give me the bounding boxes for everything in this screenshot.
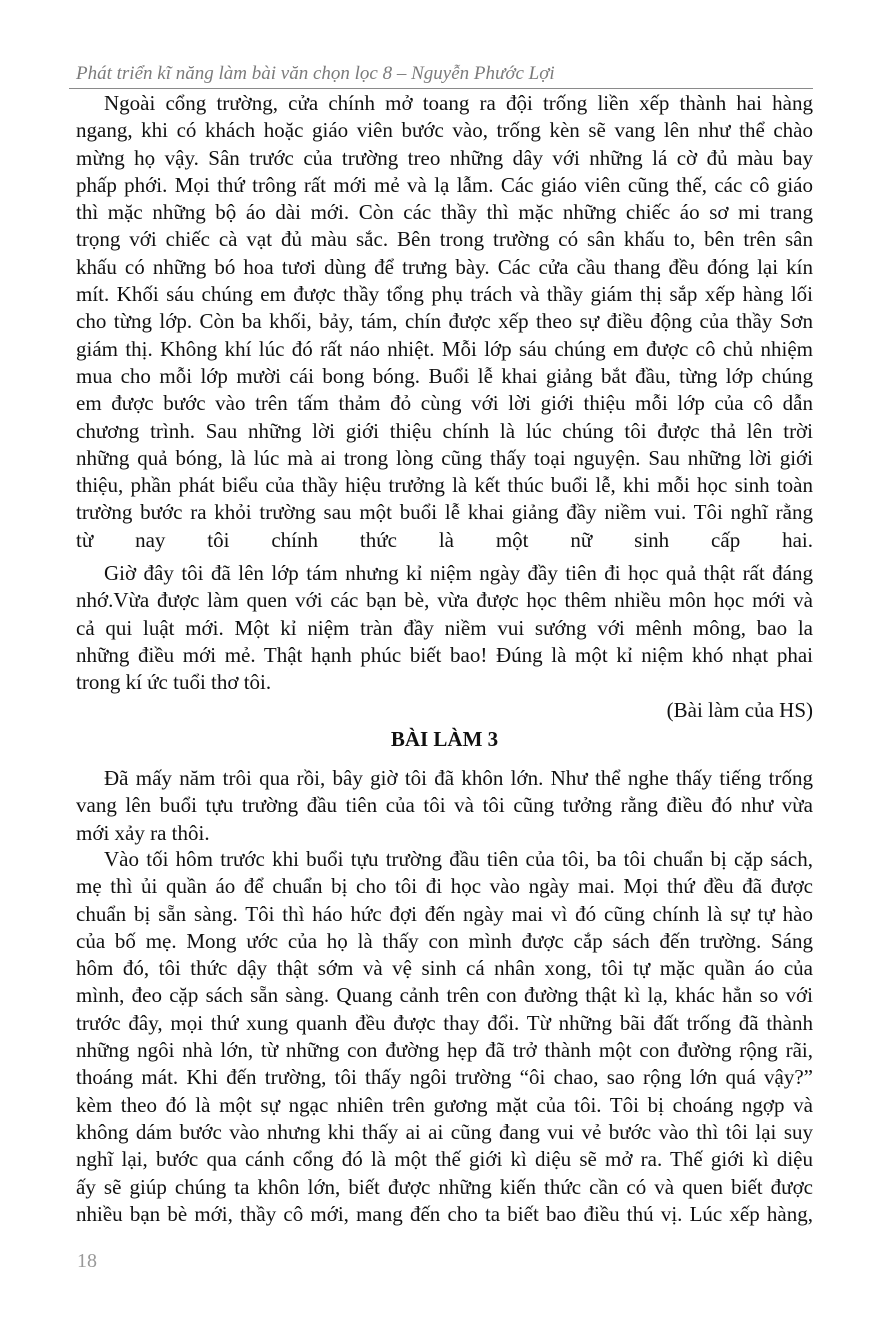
text-line: nhớ.Vừa được làm quen với các bạn bè, vừa được học thêm nhiều môn học mới và (76, 588, 813, 613)
text-line: phấp phới. Mọi thứ trông rất mới mẻ và lạ lẫm. Các giáo viên cũng thế, các cô giáo (76, 172, 813, 197)
text-line: nghĩ lại, bước qua cánh cổng đó là một thế giới kì diệu sẽ mở ra. Thế giới kì diệu (76, 1147, 813, 1172)
text-line: của bố mẹ. Mong ước của họ là thấy con mình được cắp sách đến trường. Sáng (76, 928, 813, 953)
text-line: cả qui luật mới. Một kỉ niệm tràn đầy niềm vui sướng với mênh mông, bao la (76, 615, 813, 640)
text-line: mình, đeo cặp sách sẵn sàng. Quang cảnh trên con đường thật kì lạ, khác hẳn so với (76, 983, 813, 1008)
text-line: thiệu, phần phát biểu của thầy hiệu trưởng là kết thúc buổi lễ, khi mỗi học sinh toàn (76, 473, 813, 498)
text-line: Đã mấy năm trôi qua rồi, bây giờ tôi đã khôn lớn. Như thể nghe thấy tiếng trống (104, 766, 813, 790)
text-line: Ngoài cổng trường, cửa chính mở toang ra đội trống liền xếp thành hai hàng (104, 91, 813, 115)
text-line: mừng họ vậy. Sân trước của trường treo những dây với những lá cờ đủ màu bay (76, 145, 813, 170)
text-line: trường bước ra khỏi trường sau một buổi lễ khai giảng đầy niềm vui. Tôi nghĩ rằng (76, 500, 813, 525)
text-line: em được bước vào trên tấm thảm đỏ cùng với lời giới thiệu mỗi lớp của cô dẫn (76, 391, 813, 416)
text-line: trong kí ức tuổi thơ tôi. (76, 670, 272, 695)
text-line: chuẩn bị sẵn sàng. Tôi thì háo hức đợi đến ngày mai vì đó cũng chính là sự tự hào (76, 901, 813, 926)
text-line: ngang, khi có khách hoặc giáo viên bước vào, trống kèn sẽ vang lên như thể chào (76, 118, 813, 143)
text-line: chương trình. Sau những lời giới thiệu chính là lúc chúng tôi được thả lên trời (76, 418, 813, 443)
text-line: hôm đó, tôi thức dậy thật sớm và vệ sinh cá nhân xong, tôi tự mặc quần áo của (76, 956, 813, 981)
page-number: 18 (77, 1250, 97, 1272)
section-heading: BÀI LÀM 3 (390, 727, 499, 751)
text-line: ấy sẽ giúp chúng ta khôn lớn, biết được những kiến thức cần có và quen biết được (76, 1174, 813, 1199)
text-line: vang lên buổi tựu trường đầu tiên của tôi và tôi cũng tưởng rằng điều đó như vừa (76, 793, 813, 818)
text-line: mẹ thì ủi quần áo để chuẩn bị cho tôi đi học vào ngày mai. Mọi thứ đều đã được (76, 874, 813, 899)
text-line: mới xảy ra thôi. (76, 820, 210, 845)
header-rule (69, 88, 813, 89)
text-line: mít. Khối sáu chúng em được thầy tổng phụ trách và thầy giám thị sắp xếp hàng lối (76, 282, 813, 307)
paragraph (76, 90, 813, 554)
text-line: khấu có những bó hoa tươi dùng để trưng bày. Các cửa cầu thang đều đóng lại kín (76, 254, 813, 279)
text-line: kèm theo đó là một sự ngạc nhiên trên gương mặt của tôi. Tôi bị choáng ngợp và (76, 1092, 813, 1117)
text-line: không dám bước vào nhưng khi thấy ai ai cũng đang vui vẻ bước vào thì tôi lại suy (76, 1119, 813, 1144)
attribution: (Bài làm của HS) (666, 698, 813, 722)
text-line: thoáng mát. Khi đến trường, tôi thấy ngôi trường “ôi chao, sao rộng lớn quá vậy?” (76, 1065, 813, 1090)
text-line: những ngôi nhà lớn, từ những con đường hẹp đã trở thành một con đường rộng rãi, (76, 1038, 813, 1063)
text-line: trước đây, mọi thứ xung quanh đều được thay đổi. Từ những bãi đất trống đã thành (76, 1010, 813, 1035)
text-line: từ nay tôi chính thức là một nữ sinh cấp hai. (76, 527, 813, 552)
text-line: những điều mới mẻ. Thật hạnh phúc biết bao! Đúng là một kỉ niệm khó nhạt phai (76, 642, 813, 667)
text-line: Vào tối hôm trước khi buổi tựu trường đầu tiên của tôi, ba tôi chuẩn bị cặp sách, (104, 847, 813, 871)
text-line: cho từng lớp. Còn ba khối, bảy, tám, chín được xếp theo sự điều động của thầy Sơn (76, 309, 813, 334)
paragraph (76, 846, 813, 1228)
running-header: Phát triển kĩ năng làm bài văn chọn lọc 8 – Nguyễn Phước Lợi (76, 63, 555, 84)
paragraph (76, 560, 813, 696)
text-line: mua cho mỗi lớp mười cái bong bóng. Buổi lễ khai giảng bắt đầu, từng lớp chúng (76, 363, 813, 388)
text-line: Giờ đây tôi đã lên lớp tám nhưng kỉ niệm ngày đầy tiên đi học quả thật rất đáng (104, 561, 813, 585)
text-line: trọng với chiếc cà vạt đủ màu sắc. Bên trong trường có sân khấu to, bên trên sân (76, 227, 813, 252)
paragraph (76, 765, 813, 847)
text-line: những quả bóng, là lúc mà ai trong lòng cũng thấy toại nguyện. Sau những lời giới (76, 445, 813, 470)
text-line: giám thị. Không khí lúc đó rất náo nhiệt. Mỗi lớp sáu chúng em được cô chủ nhiệm (76, 336, 813, 361)
text-line: thì mặc những bộ áo dài mới. Còn các thầy thì mặc những chiếc áo sơ mi trang (76, 200, 813, 225)
text-line: nhiều bạn bè mới, thầy cô mới, mang đến cho ta biết bao điều thú vị. Lúc xếp hàng, (76, 1201, 813, 1226)
